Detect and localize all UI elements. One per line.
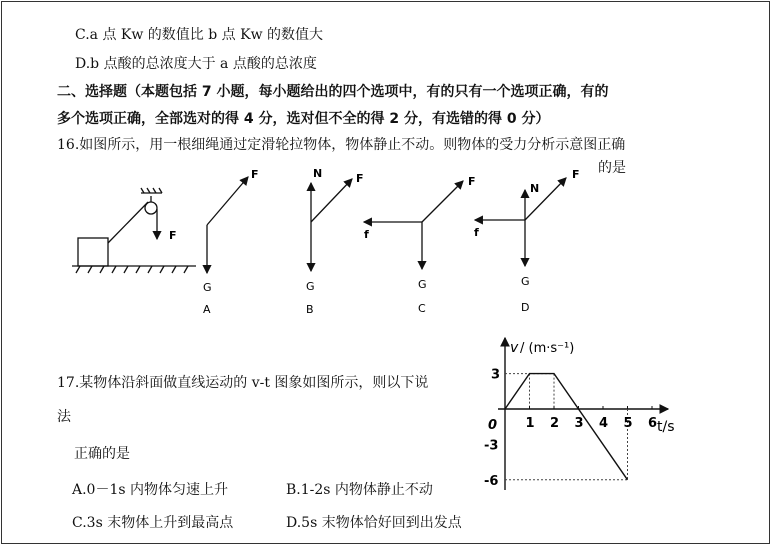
choice-d-g-label: G [521, 275, 530, 288]
x-axis-label: t/s [657, 419, 675, 435]
setup-force-f-label: F [169, 229, 177, 242]
choice-a-g-label: G [203, 281, 212, 294]
choice-c-small-f-label: f [364, 228, 369, 241]
q16-stem: 16.如图所示，用一根细绳通过定滑轮拉物体，物体静止不动。则物体的受力分析示意图正确 [57, 137, 626, 153]
y-axis-label-prefix: v [510, 340, 519, 356]
q17-stem-line3: 正确的是 [74, 446, 130, 462]
choice-a-letter: A [203, 303, 211, 316]
choice-c-g-label: G [418, 278, 427, 291]
x-tick-1: 1 [525, 416, 535, 431]
choice-a-f-label: F [251, 168, 259, 181]
x-tick-3: 3 [574, 416, 584, 431]
section-header-line2: 多个选项正确，全部选对的得 4 分，选对但不全的得 2 分，有选错的得 0 分） [57, 111, 550, 127]
x-tick-4: 4 [599, 416, 609, 431]
guide-lines [505, 374, 628, 480]
y-tick-neg6: -6 [484, 473, 499, 489]
q16-stem-end: 的是 [598, 160, 626, 176]
choice-b-letter: B [306, 303, 314, 316]
section-header-line1: 二、选择题（本题包括 7 小题，每小题给出的四个选项中，有的只有一个选项正确，有的 [57, 84, 609, 100]
choice-d-f-label: F [572, 168, 580, 181]
x-tick-2: 2 [550, 416, 560, 431]
option-c-prev-question: C.a 点 Kw 的数值比 b 点 Kw 的数值大 [75, 27, 324, 43]
choice-d-n-label: N [530, 182, 540, 195]
y-axis-label-unit: / (m·s⁻¹) [520, 341, 575, 356]
x-tick-6: 6 [648, 416, 658, 431]
q17-stem-line1: 17.某物体沿斜面做直线运动的 v-t 图象如图所示，则以下说 [57, 375, 429, 391]
x-tick-5: 5 [623, 416, 633, 431]
choice-b-n-label: N [313, 167, 323, 180]
y-tick-neg3: -3 [484, 438, 499, 454]
q17-stem-line2: 法 [57, 409, 71, 425]
q17-option-d: D.5s 末物体恰好回到出发点 [286, 515, 462, 531]
choice-c-f-label: F [468, 175, 476, 188]
q17-option-a: A.0－1s 内物体匀速上升 [72, 482, 229, 498]
q17-option-c: C.3s 末物体上升到最高点 [72, 515, 234, 531]
choice-d-letter: D [521, 301, 530, 314]
choice-c-letter: C [418, 302, 426, 315]
origin-label: 0 [488, 418, 498, 433]
vt-series-line [505, 374, 628, 480]
choice-b-g-label: G [306, 280, 315, 293]
q17-option-b: B.1-2s 内物体静止不动 [286, 482, 433, 498]
axis-ticks [484, 368, 657, 489]
choice-d-small-f-label: f [474, 226, 479, 239]
y-tick-3: 3 [491, 367, 501, 383]
option-d-prev-question: D.b 点酸的总浓度大于 a 点酸的总浓度 [75, 56, 317, 72]
choice-b-f-label: F [356, 172, 364, 185]
